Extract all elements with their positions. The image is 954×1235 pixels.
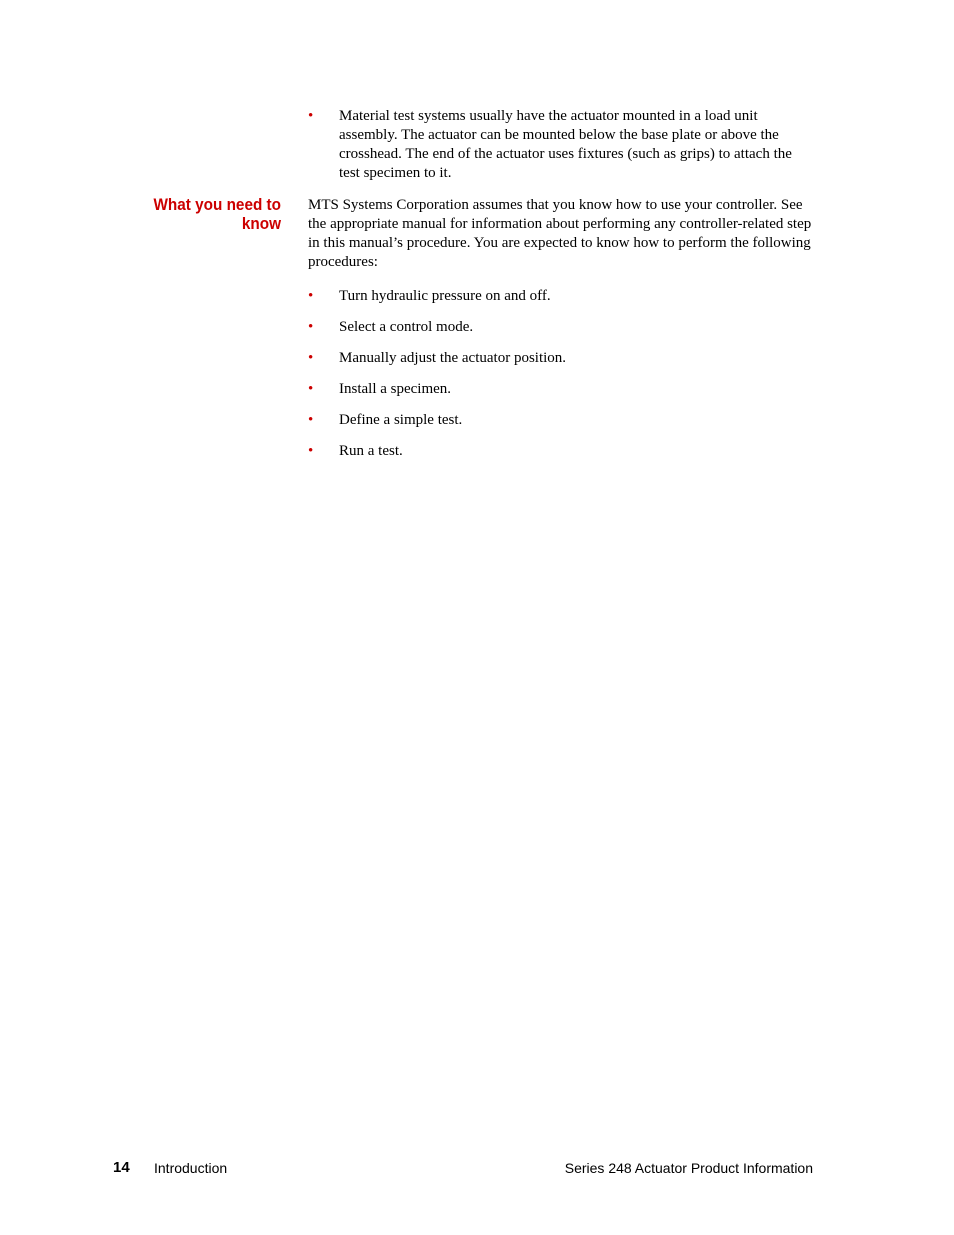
list-item xyxy=(308,318,813,337)
bullet-icon: • xyxy=(308,319,314,335)
list-item-text: Manually adjust the actuator position. xyxy=(339,350,567,366)
list-item xyxy=(308,442,813,461)
bullet-icon: • xyxy=(308,443,314,459)
list-item-text: Turn hydraulic pressure on and off. xyxy=(339,288,551,304)
section-heading-line: What you need to xyxy=(153,195,281,214)
section-heading xyxy=(127,195,281,233)
list-item-text: Select a control mode. xyxy=(339,319,474,335)
bullet-icon: • xyxy=(308,108,314,124)
list-item xyxy=(308,287,813,306)
section-paragraph: MTS Systems Corporation assumes that you know how to use your controller. See the appropriate manual for information about performing any controller-related step in this manual’s procedure. You are expected to know how to perform the following procedures: xyxy=(308,197,812,270)
list-item xyxy=(308,349,813,368)
list-item xyxy=(308,380,813,399)
procedure-bullet-list xyxy=(308,287,813,473)
section-heading-line: know xyxy=(241,214,281,233)
bullet-icon: • xyxy=(308,412,314,428)
list-item-text: Define a simple test. xyxy=(339,412,463,428)
intro-bullet-list xyxy=(308,107,813,183)
footer-section-name: Introduction xyxy=(154,1160,228,1176)
bullet-icon: • xyxy=(308,288,314,304)
page-number: 14 xyxy=(113,1159,130,1176)
bullet-icon: • xyxy=(308,381,314,397)
bullet-icon: • xyxy=(308,350,314,366)
list-item-text: Material test systems usually have the actuator mounted in a load unit assembly. The actuator can be mounted below the base plate or above the crosshead. The end of the actuator uses fixtures (such as grips) to attach the test specimen to it. xyxy=(339,108,792,181)
list-item-text: Install a specimen. xyxy=(339,381,452,397)
page-footer xyxy=(0,1159,954,1179)
footer-document-title: Series 248 Actuator Product Information xyxy=(564,1160,813,1176)
list-item-text: Run a test. xyxy=(339,443,403,459)
list-item xyxy=(308,411,813,430)
list-item xyxy=(308,107,813,183)
